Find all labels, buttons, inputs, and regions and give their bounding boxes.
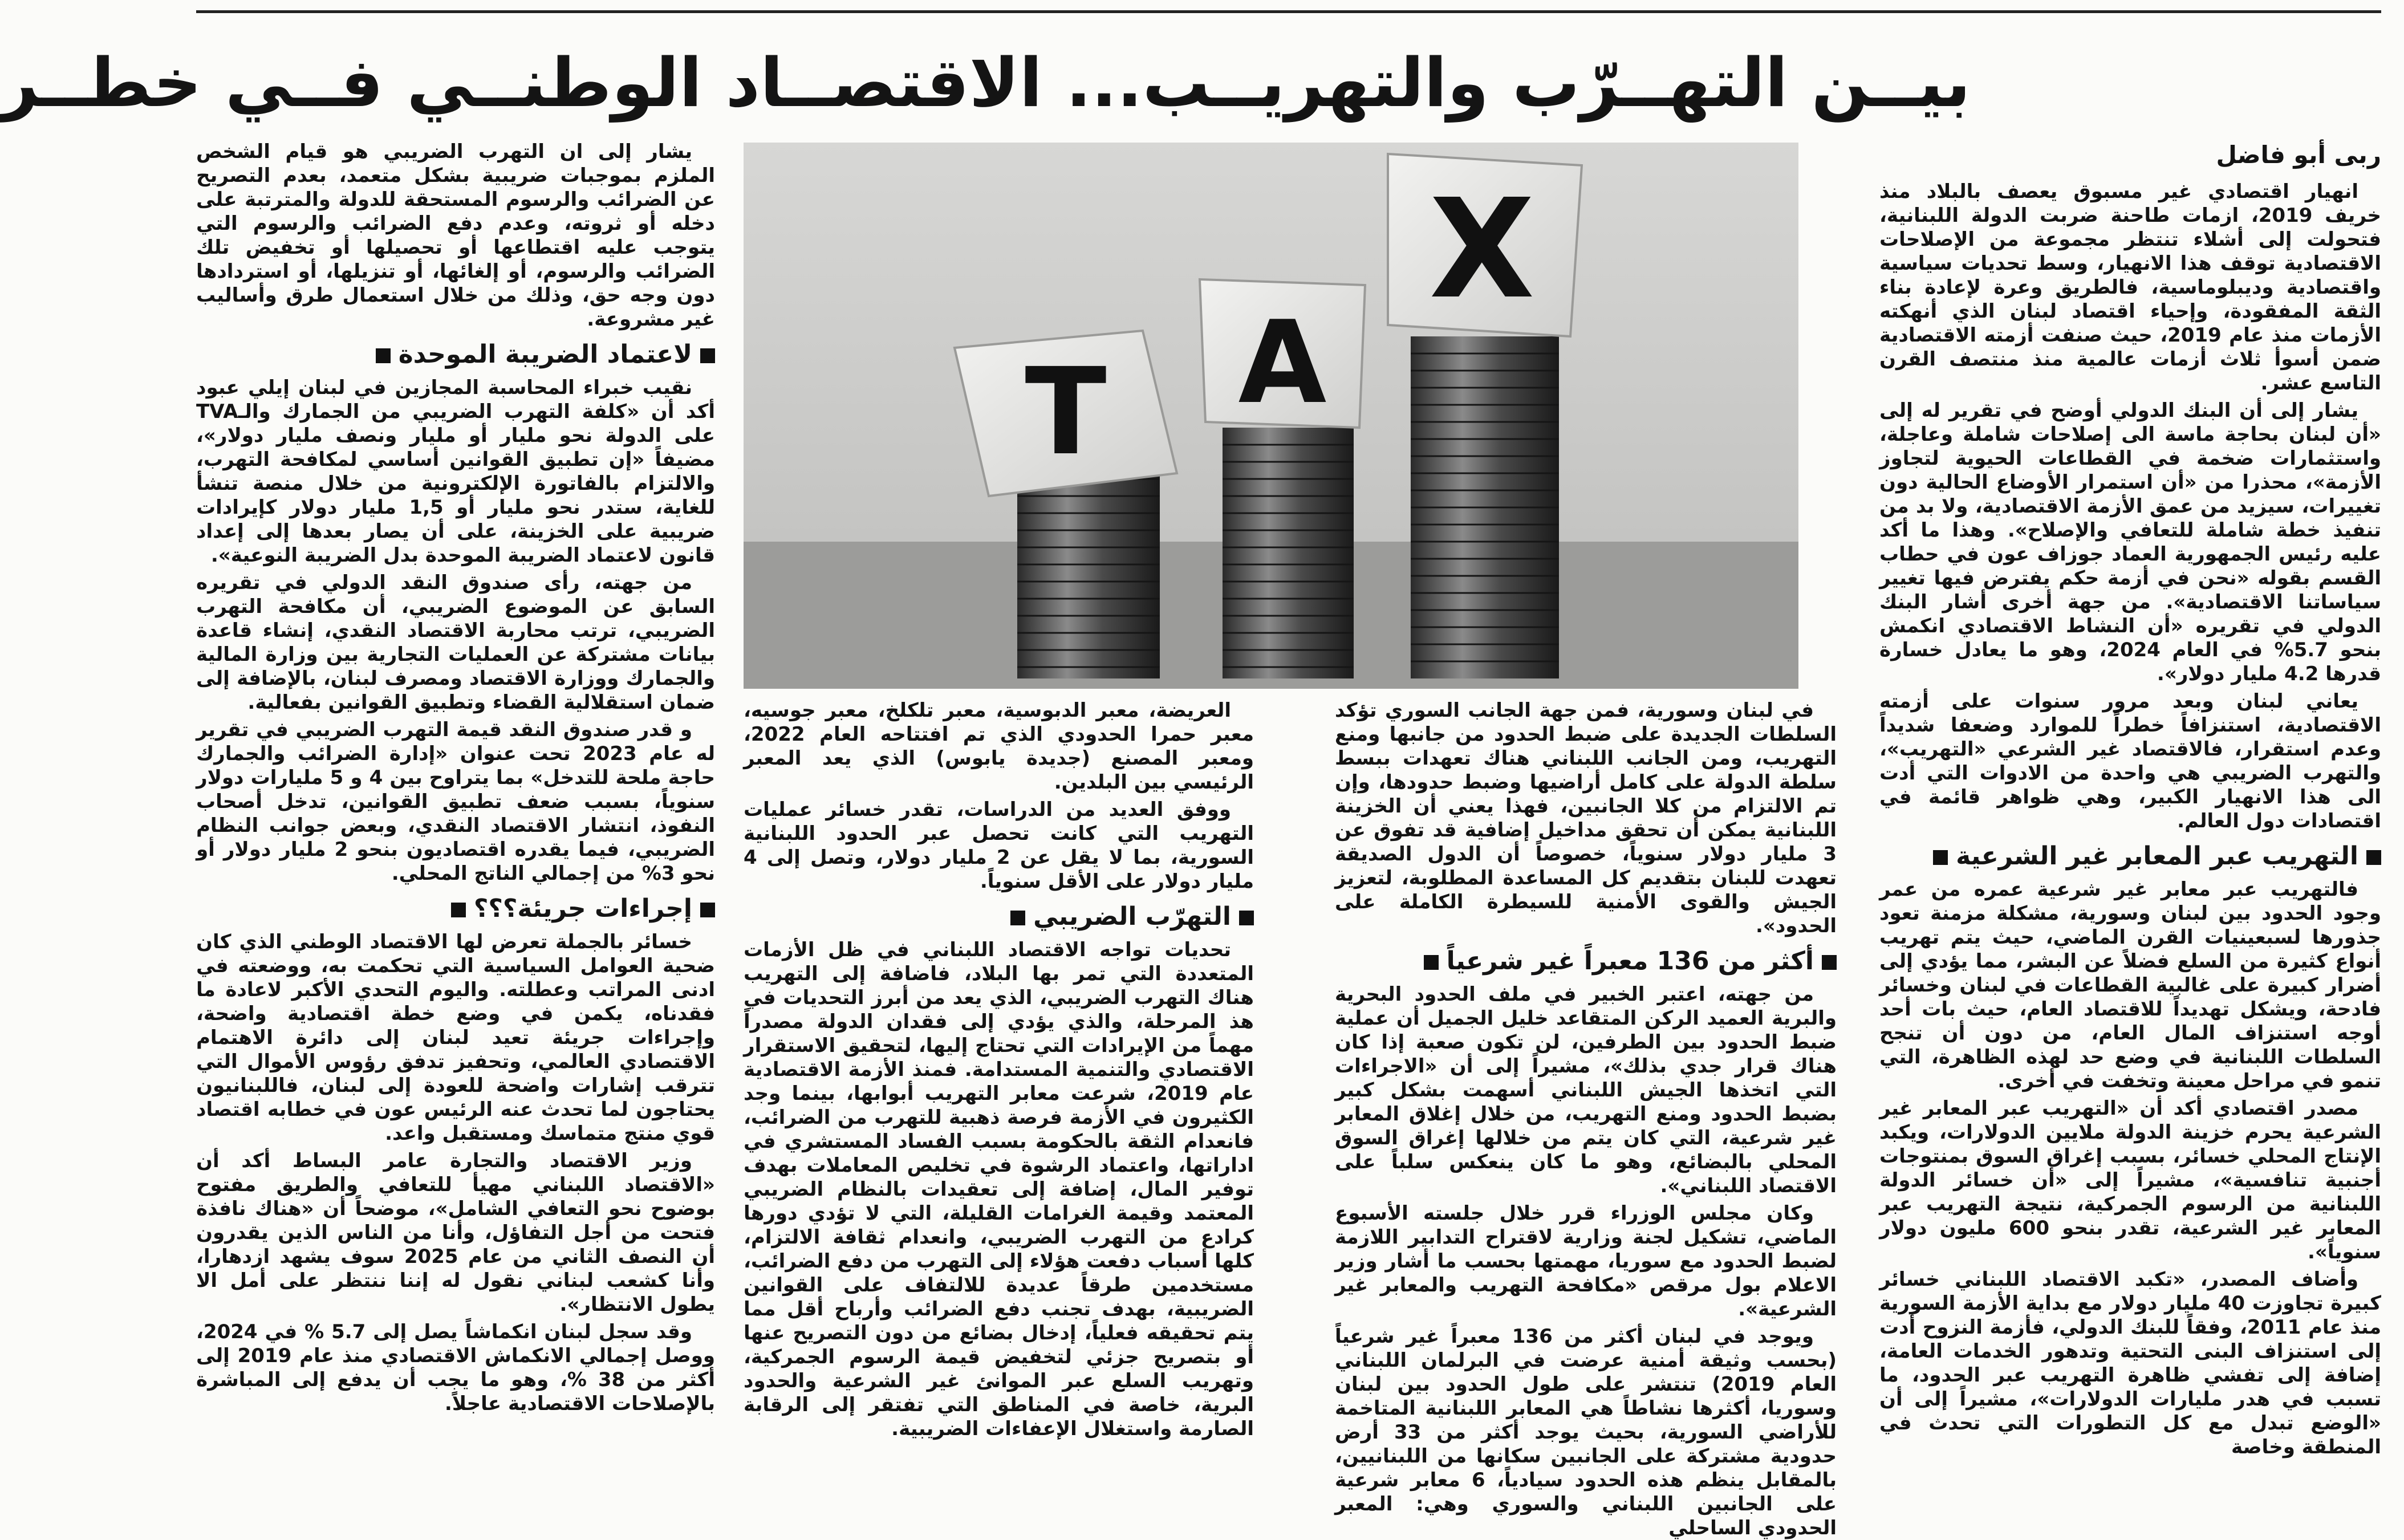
square-bullet-icon — [451, 903, 466, 917]
top-rule — [196, 10, 2381, 13]
square-bullet-icon — [1010, 911, 1025, 925]
paragraph: العريضة، معبر الدبوسية، معبر تلكلخ، معبر جوسيه، معبر حمرا الحدودي الذي تم افتتاحه العام 2022، ومعبر المصنع (جديدة يابوس) الذي يعد المعبر الرئيسي بين البلدين. — [744, 699, 1254, 794]
square-bullet-icon — [2366, 850, 2381, 865]
subheading-crossings — [1335, 946, 1837, 977]
headline: بيــن التهــرّب والتهريــب... الاقتصــاد الوطنــي فــي خطــر — [0, 43, 1971, 122]
cube-letter-a: A — [1238, 296, 1327, 429]
square-bullet-icon — [1822, 955, 1837, 970]
paragraph: في لبنان وسورية، فمن جهة الجانب السوري تؤكد السلطات الجديدة على ضبط الحدود من جانبها ومنع التهريب، ومن الجانب اللبناني هناك تعهدات ببسط سلطة الدولة على كامل أراضيها وضبط حدودها، وإن تم الالتزام من كلا الجانبين، فهذا يعني أن الخزينة اللبنانية يمكن أن تحقق مداخيل إضافية قد تفوق عن 3 مليار دولار سنوياً، خصوصاً أن الدول الصديقة تعهدت للبنان بتقديم كل المساعدة المطلوبة، لتعزيز الجيش والقوى الأمنية للسيطرة الكاملة على الحدود». — [1335, 699, 1837, 937]
cube-x — [1388, 154, 1582, 336]
paragraph: من جهته، رأى صندوق النقد الدولي في تقريره السابق عن الموضوع الضريبي، أن مكافحة التهرب الضريبي، ترتب محاربة الاقتصاد النقدي، إنشاء قاعدة بيانات مشتركة عن العمليات التجارية بين وزارة المالية والجمارك ووزارة الاقتصاد ومصرف لبنان، بالإضافة إلى ضمان استقلالية القضاء وتطبيق القوانين بفعالية. — [196, 571, 715, 714]
paragraph: تحديات تواجه الاقتصاد اللبناني في ظل الأزمات المتعددة التي تمر بها البلاد، فاضافة إلى التهريب هناك التهرب الضريبي، الذي يعد من أبرز التحديات في هذ المرحلة، والذي يؤدي إلى فقدان الدولة مصدراً مهماً من الإيرادات التي تحتاج إليها، لتحقيق الاستقرار الاقتصادي والتنمية المستدامة. فمنذ الأزمة الاقتصادية عام 2019، شرعت معابر التهريب أبوابها، بينما وجد الكثيرون في الأزمة فرصة ذهبية للتهرب من الضرائب، فانعدام الثقة بالحكومة بسبب الفساد المستشري في اداراتها، واعتماد الرشوة في تخليص المعاملات بهدف توفير المال، إضافة إلى تعقيدات بالنظام الضريبي المعتمد وقيمة الغرامات القليلة، التي لا تؤدي دورها كرادع من التهرب الضريبي، وانعدام ثقافة الالتزام، كلها أسباب دفعت هؤلاء إلى التهرب من دفع الضرائب، مستخدمين طرقاً عديدة للالتفاف على القوانين الضريبية، بهدف تجنب دفع الضرائب وأرباح أقل مما يتم تحقيقه فعلياً، إدخال بضائع من دون التصريح عنها أو بتصريح جزئي لتخفيض قيمة الرسوم الجمركية، وتهريب السلع عبر الموانئ غير الشرعية والحدود البرية، خاصة في المناطق التي تفتقر إلى الرقابة الصارمة واستغلال الإعفاءات الضريبية. — [744, 938, 1254, 1440]
paragraph: و قدر صندوق النقد قيمة التهرب الضريبي في تقرير له عام 2023 تحت عنوان «إدارة الضرائب والجمارك حاجة ملحة للتدخل» بما يتراوح بين 4 و 5 مليارات دولار سنوياً، بسبب ضعف تطبيق القوانين، تدخل أصحاب النفوذ، انتشار الاقتصاد النقدي، وبعض جوانب النظام الضريبي، فيما يقدره اقتصاديون بنحو 2 مليار دولار أو نحو 3% من إجمالي الناتج المحلي. — [196, 718, 715, 885]
paragraph: ووفق العديد من الدراسات، تقدر خسائر عمليات التهريب التي كانت تحصل عبر الحدود اللبنانية السورية، بما لا يقل عن 2 مليار دولار، وتصل إلى 4 مليار دولار على الأقل سنوياً. — [744, 798, 1254, 893]
paragraph: يشار إلى ان التهرب الضريبي هو قيام الشخص الملزم بموجبات ضريبية بشكل متعمد، بعدم التصريح عن الضرائب والرسوم المستحقة للدولة والمترتبة على دخله أو ثروته، وعدم دفع الضرائب والرسوم التي يتوجب عليه اقتطاعها أو تحصيلها أو تخفيض تلك الضرائب والرسوم، أو إلغائها، أو تنزيلها، أو استردادها دون وجه حق، وذلك من خلال استعمال طرق وأساليب غير مشروعة. — [196, 140, 715, 331]
subheading-evasion — [744, 901, 1254, 932]
paragraph: نقيب خبراء المحاسبة المجازين في لبنان إيلي عبود أكد أن «كلفة التهرب الضريبي من الجمارك والـTVA على الدولة نحو مليار أو مليار ونصف مليار دولار»، مضيفاً «إن تطبيق القوانين أساسي لمكافحة التهرب، والالتزام بالفاتورة الإلكترونية من خلال منصة تنشأ للغاية، ستدر نحو مليار أو 1,5 مليار دولار كإيرادات ضريبية على الخزينة، على أن يصار بعدها إلى إعداد قانون لاعتماد الضريبة الموحدة بدل الضريبة النوعية». — [196, 376, 716, 567]
square-bullet-icon — [1239, 911, 1254, 925]
paragraph: انهيار اقتصادي غير مسبوق يعصف بالبلاد منذ خريف 2019، ازمات طاحنة ضربت الدولة اللبنانية، فتحولت إلى أشلاء تنتظر مجموعة من الإصلاحات الاقتصادية توقف هذا الانهيار، وسط تحديات سياسية واقتصادية وديبلوماسية، فالطريق وعرة لإعادة بناء الثقة المفقودة، وإحياء اقتصاد لبنان الذي أنهكته الأزمات منذ عام 2019، حيث صنفت أزمته الاقتصادية ضمن أسوأ ثلاث أزمات عالمية منذ منتصف القرن التاسع عشر. — [1879, 180, 2381, 395]
square-bullet-icon — [1424, 955, 1439, 970]
subheading-bold-measures — [196, 893, 715, 924]
tax-photo — [744, 143, 1798, 689]
cube-a — [1200, 279, 1365, 429]
paragraph: وزير الاقتصاد والتجارة عامر البساط أكد أن «الاقتصاد اللبناني مهيأ للتعافي والطريق مفتوح بوضوح نحو التعافي الشامل»، موضحاً أن «هناك نافذة فتحت من أجل التفاؤل، وأنا من الناس الذين يقدرون أن النصف الثاني من عام 2025 سوف يشهد ازدهارا، وأنا كشعب لبناني نقول له إننا ننتظر على أمل الا يطول الانتظار». — [196, 1149, 715, 1316]
column-right — [1879, 140, 2381, 1497]
paragraph: وكان مجلس الوزراء قرر خلال جلسته الأسبوع الماضي، تشكيل لجنة وزارية لاقتراح التدابير اللازمة لضبط الحدود مع سوريا، مهمتها بحسب ما أشار وزير الاعلام بول مرقص «مكافحة التهريب والمعابر غير الشرعية». — [1335, 1202, 1837, 1320]
subheading-text: التهريب عبر المعابر غير الشرعية — [1956, 842, 2358, 871]
column-middle-right — [1335, 698, 1837, 1539]
cube-letter-x: X — [1429, 169, 1535, 329]
square-bullet-icon — [700, 348, 715, 363]
subheading-unified-tax — [196, 339, 715, 370]
paragraph: من جهته، اعتبر الخبير في ملف الحدود البحرية والبرية العميد الركن المتقاعد خليل الجميل أن عملية ضبط الحدود بين الطرفين، لن تكون صعبة إذا كان هناك قرار جدي بذلك»، مشيراً إلى أن «الاجراءات التي اتخذها الجيش اللبناني أسهمت بشكل كبير بضبط الحدود ومنع التهريب، من خلال إغلاق المعابر غير شرعية، التي كان يتم من خلالها إغراق السوق المحلي بالبضائع، وهو ما كان ينعكس سلباً على الاقتصاد اللبناني». — [1335, 983, 1837, 1197]
paragraph: ويوجد في لبنان أكثر من 136 معبراً غير شرعياً (بحسب وثيقة أمنية عرضت في البرلمان اللبناني العام 2019) تنتشر على طول الحدود بين لبنان وسوريا، أكثرها نشاطاً هي المعابر اللبنانية المتاخمة للأراضي السورية، بحيث يوجد أكثر من 33 أرض حدودية مشتركة على الجانبين سكانها من اللبنانيين، بالمقابل ينظم هذه الحدود سيادياً، 6 معابر شرعية على الجانبين اللبناني والسوري وهي: المعبر الحدودي الساحلي — [1335, 1325, 1837, 1539]
cube-t — [955, 331, 1177, 496]
subheading-text: لاعتماد الضريبة الموحدة — [398, 340, 692, 369]
paragraph: يشار إلى أن البنك الدولي أوضح في تقرير له إلى «أن لبنان بحاجة ماسة الى إصلاحات شاملة وعاجلة، واستثمارات ضخمة في القطاعات الحيوية لتجاوز الأزمة»، محذرا من «أن استمرار الأوضاع الحالية دون تغييرات، سيزيد من عمق الأزمة الاقتصادية، ولا بد من تنفيذ خطة شاملة للتعافي والإصلاح». وهذا ما أكد عليه رئيس الجمهورية العماد جوزاف عون في حطاب القسم بقوله «نحن في أزمة حكم يفترض فيها تغيير سياساتنا الاقتصادية». من جهة أخرى أشار البنك الدولي في تقريره «أن النشاط الاقتصادي انكمش بنحو 5.7% في العام 2024، وهو ما يعادل خسارة قدرها 4.2 مليار دولار». — [1879, 399, 2381, 685]
paragraph: مصدر اقتصادي أكد أن «التهريب عبر المعابر غير الشرعية يحرم خزينة الدولة ملايين الدولارات، ويكبد الإنتاج المحلي خسائر، بسبب إغراق السوق بمنتوجات أجنبية تنافسية»، مشيراً إلى «أن خسائر الدولة اللبنانية من الرسوم الجمركية، نتيجة التهريب عبر المعابر غير الشرعية، تقدر بنحو 600 مليون دولار سنوياً». — [1879, 1097, 2381, 1263]
square-bullet-icon — [1933, 850, 1948, 865]
square-bullet-icon — [376, 348, 391, 363]
subheading-text: التهرّب الضريبي — [1033, 902, 1231, 931]
byline: ربى أبو فاضل — [2216, 141, 2381, 169]
square-bullet-icon — [700, 903, 715, 917]
paragraph: يعاني لبنان وبعد مرور سنوات على أزمته الاقتصادية، استنزافاً خطراً للموارد وضعفا شديداً وعدم استقرار، فالاقتصاد غير الشرعي «التهريب»، والتهرب الضريبي هي واحدة من الادوات التي أدت الى هذا الانهيار الكبير، وهي ظواهر قائمة في اقتصادات دول العالم. — [1879, 690, 2381, 832]
paragraph: وأضاف المصدر، «تكبد الاقتصاد اللبناني خسائر كبيرة تجاوزت 40 مليار دولار مع بداية الأزمة السورية منذ عام 2011، وفقاً للبنك الدولي، فأزمة النزوح أدت إلى استنزاف البنى التحتية وتدهور الخدمات العامة، إضافة إلى تفشي ظاهرة التهريب عبر الحدود، ما تسبب في هدر مليارات الدولارات»، مشيراً إلى أن «الوضع تبدل مع كل التطورات التي تحدث في المنطقة وخاصة — [1879, 1268, 2381, 1458]
paragraph: فالتهريب عبر معابر غير شرعية عمره من عمر وجود الحدود بين لبنان وسورية، مشكلة مزمنة تعود جذورها لسبعينيات القرن الماضي، حيث يتم تهريب أنواع كثيرة من السلع فضلاً عن البشر، مما يؤدي إلى أضرار كبيرة على غالبية القطاعات في لبنان وخسائر فادحة، ويشكل تهديداً للاقتصاد العام، حيث بات أحد أوجه استنزاف المال العام، من دون أن تنجح السلطات اللبنانية في وضع حد لهذه الظاهرة، التي تنمو في مراحل معينة وتخفت في أخرى. — [1879, 878, 2381, 1092]
cube-letter-t: T — [1025, 342, 1107, 482]
tax-blocks-on-coins-image — [744, 143, 1798, 689]
column-middle-left — [744, 698, 1254, 1497]
column-left — [196, 140, 715, 1497]
subheading-text: أكثر من 136 معبراً غير شرعياً — [1446, 946, 1814, 976]
subheading-smuggling — [1879, 841, 2381, 872]
subheading-text: إجراءات جريئة؟؟؟ — [473, 894, 692, 923]
paragraph: وقد سجل لبنان انكماشاً يصل إلى 5.7 % في 2024، ووصل إجمالي الانكماش الاقتصادي منذ عام 2019 إلى أكثر من 38 %، وهو ما يجب أن يدفع إلى المباشرة بالإصلاحات الاقتصادية عاجلاً. — [196, 1320, 716, 1415]
paragraph: خسائر بالجملة تعرض لها الاقتصاد الوطني الذي كان ضحية العوامل السياسية التي تحكمت به، ووضعته في ادنى المراتب وعطلته. واليوم التحدي الأكبر لاعادة ما فقدناه، يكمن في وضع خطة اقتصادية واضحة، وإجراءات جريئة تعيد لبنان إلى دائرة الاهتمام الاقتصادي العالمي، وتحفيز تدفق رؤوس الأموال التي تترقب إشارات واضحة للعودة إلى لبنان، فاللبنانيون يحتاجون لما تحدث عنه الرئيس عون في خطابه اقتصاد قوي منتج متماسك ومستقبل واعد. — [196, 930, 715, 1145]
